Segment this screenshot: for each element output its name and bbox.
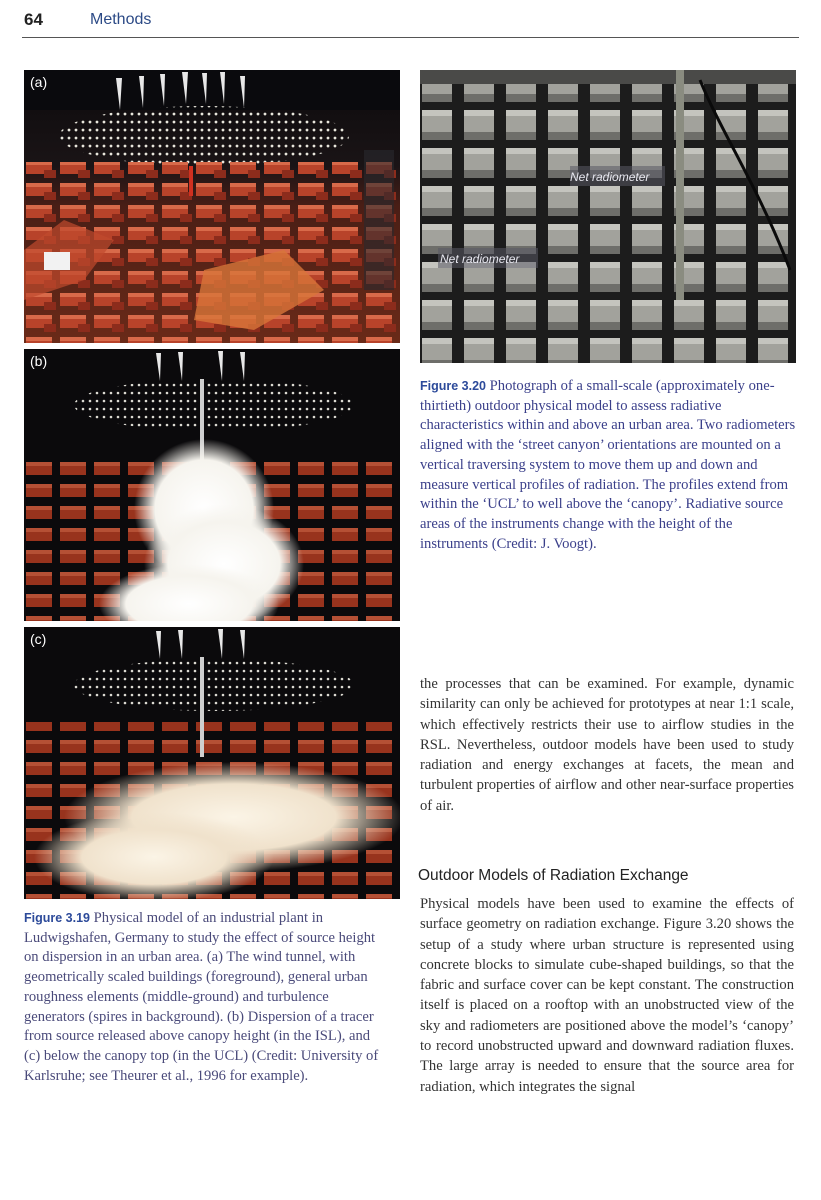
figure-3-20-photo (420, 70, 796, 363)
net-radiometer-label-upper: Net radiometer (570, 170, 650, 184)
running-head: Methods (90, 11, 152, 28)
panel-label-c: (c) (30, 631, 47, 647)
figure-3-19-label: Figure 3.19 (24, 911, 90, 925)
figure-3-19-caption-text: Physical model of an industrial plant in Ludwigshafen, Germany to study the effect of source height on dispersion in an urban area. (a) The wind tunnel, with geometrically scaled buildings (foreground), general urban roughness elements (middle-ground) and turbulence generators (spires in background). (b) Dispersion of a tracer from source released above canopy height (in the ISL), and (c) below the canopy top (in the UCL) (Credit: University of Karlsruhe; see Theurer et al., 1996 for example). (24, 910, 379, 1084)
page-number: 64 (24, 10, 43, 29)
body-paragraph-2: Physical models have been used to examine the effects of surface geometry on radiation exchange. Figure 3.20 shows the setup of a study where urban structure is represented using concrete blocks to simulate cube-shaped buildings, so that the fabric and surface cover can be kept constant. The construction itself is placed on a rooftop with an unobstructed view of the sky and radiometers are positioned above the model’s ‘canopy’ to record unobstructed upward and downward radiation fluxes. The large array is needed to ensure that the source area for radiation, which integrates the signal (420, 896, 794, 1095)
figure-3-19c-photo (24, 627, 400, 899)
panel-label-a: (a) (30, 74, 48, 90)
body-paragraph-1: the processes that can be examined. For example, dynamic similarity can only be achieved for prototypes at near 1:1 scale, which effectively restricts their use to airflow studies in the RSL. Nevertheless, outdoor models have been used to study radiation and energy exchanges at facets, the mean and turbulent properties of airflow and other near-surface properties of air. (420, 676, 794, 814)
figure-3-19-caption (24, 909, 386, 1086)
section-heading: Outdoor Models of Radiation Exchange (418, 867, 689, 884)
net-radiometer-label-lower: Net radiometer (440, 252, 520, 266)
figure-3-19b-photo (24, 349, 400, 621)
figure-3-19a-photo (24, 70, 400, 343)
figure-3-20-label: Figure 3.20 (420, 379, 486, 393)
panel-label-b: (b) (30, 353, 48, 369)
figure-3-20-caption (420, 377, 797, 554)
figure-3-20-caption-text: Photograph of a small-scale (approximately one-thirtieth) outdoor physical model to assess radiative characteristics within and above an urban area. Two radiometers aligned with the ‘street canyon’ orientations are mounted on a vertical traversing system to move them up and down and measure vertical profiles of radiation. The profiles extend from within the ‘UCL’ to well above the ‘canopy’. Radiative source areas of the instruments change with the height of the instruments (Credit: J. Voogt). (420, 378, 796, 552)
header-rule (22, 37, 799, 38)
